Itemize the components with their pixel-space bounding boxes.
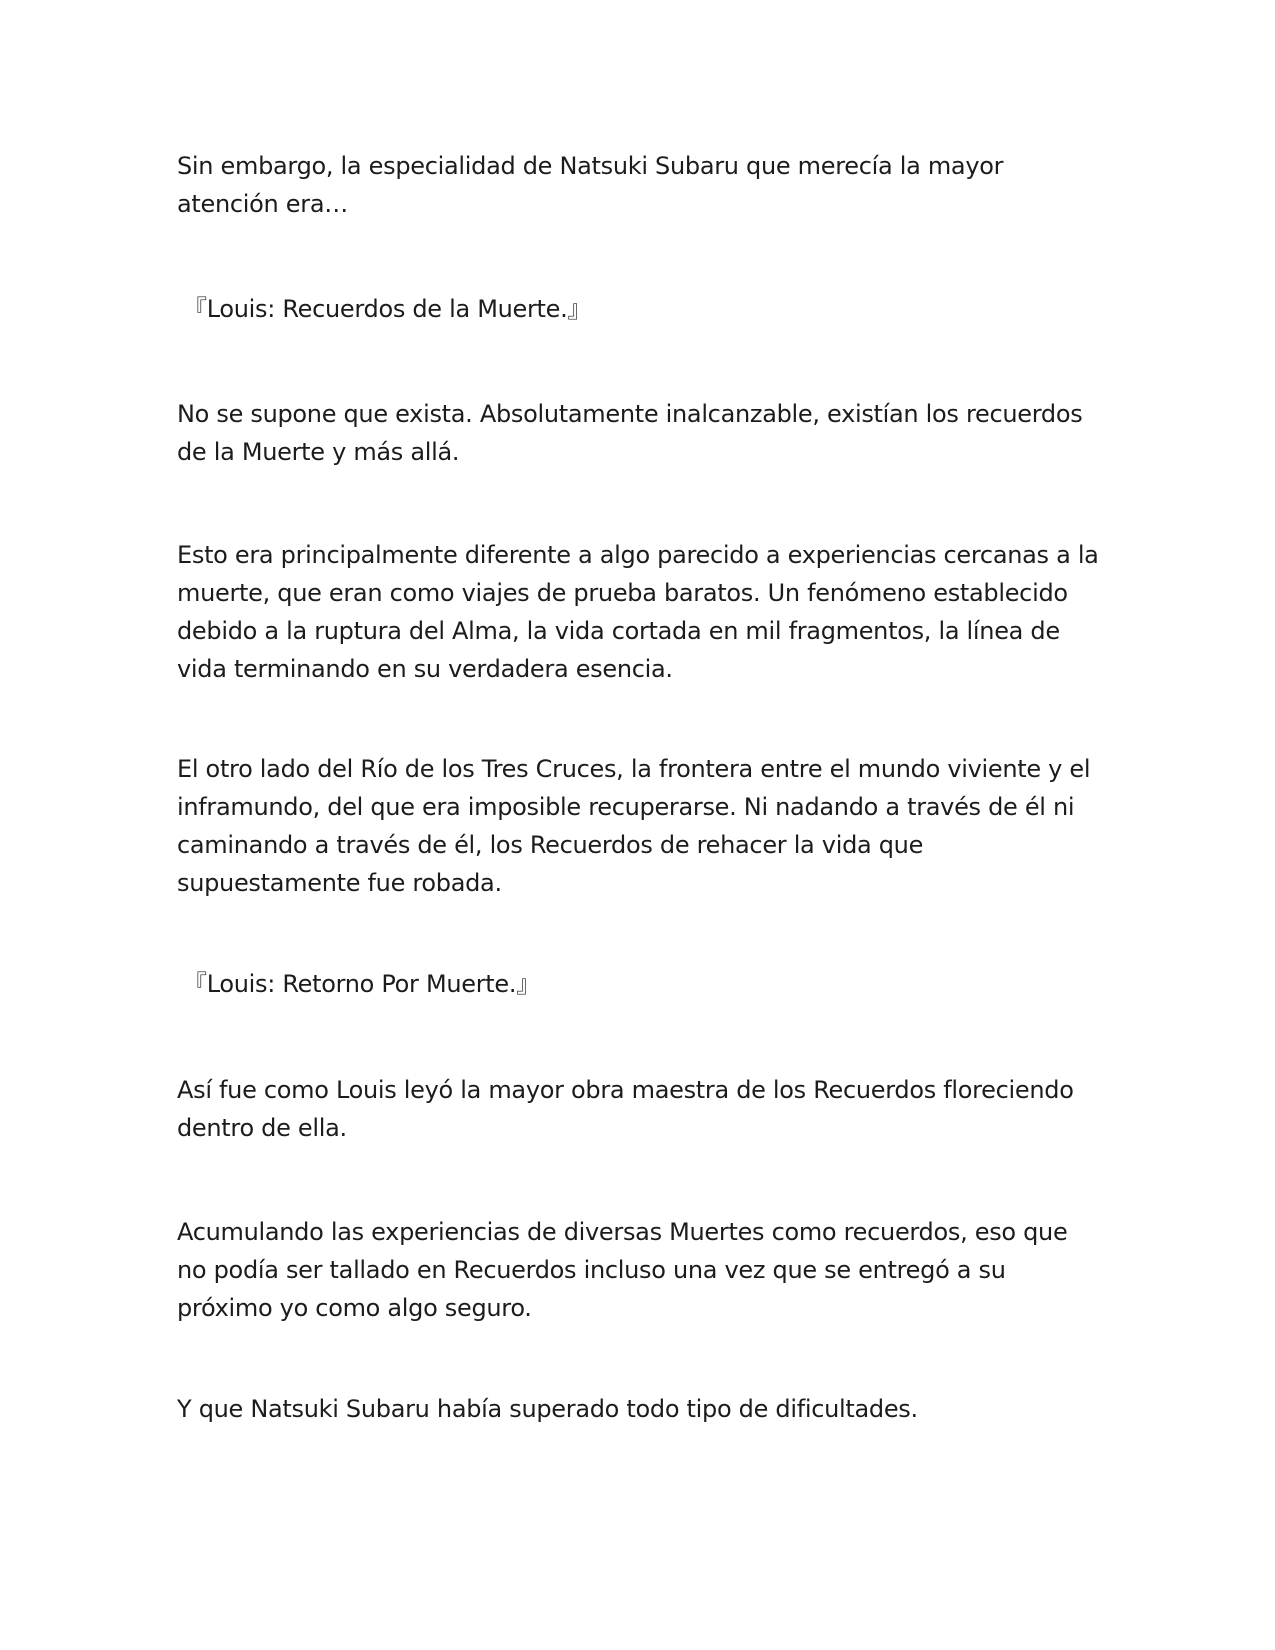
paragraph-7: [177, 1390, 1117, 1428]
text-line: muerte, que eran como viajes de prueba baratos. Un fenómeno establecido: [177, 579, 1068, 607]
text-line: Acumulando las experiencias de diversas Muertes como recuerdos, eso que: [177, 1218, 1068, 1246]
text-line: No se supone que exista. Absolutamente inalcanzable, existían los recuerdos: [177, 400, 1083, 428]
paragraph-4: [177, 750, 1117, 902]
paragraph-6: [177, 1213, 1117, 1327]
text-line: dentro de ella.: [177, 1114, 347, 1142]
text-line: de la Muerte y más allá.: [177, 438, 460, 466]
paragraph-5: [177, 1071, 1117, 1147]
text-line: Esto era principalmente diferente a algo parecido a experiencias cercanas a la: [177, 541, 1099, 569]
text-line: no podía ser tallado en Recuerdos incluso una vez que se entregó a su: [177, 1256, 1006, 1284]
text-line: supuestamente fue robada.: [177, 869, 502, 897]
paragraph-2: [177, 395, 1117, 471]
skill-title-recuerdos: 『Louis: Recuerdos de la Muerte.』: [183, 295, 592, 323]
text-line: caminando a través de él, los Recuerdos de rehacer la vida que: [177, 831, 924, 859]
paragraph-3: [177, 536, 1117, 688]
text-line: debido a la ruptura del Alma, la vida cortada en mil fragmentos, la línea de: [177, 617, 1060, 645]
text-line: atención era…: [177, 190, 348, 218]
text-line: Sin embargo, la especialidad de Natsuki Subaru que merecía la mayor: [177, 152, 1004, 180]
text-line: vida terminando en su verdadera esencia.: [177, 655, 673, 683]
text-line: El otro lado del Río de los Tres Cruces, la frontera entre el mundo viviente y el: [177, 755, 1091, 783]
text-line: inframundo, del que era imposible recuperarse. Ni nadando a través de él ni: [177, 793, 1075, 821]
text-line: próximo yo como algo seguro.: [177, 1294, 532, 1322]
text-line: Así fue como Louis leyó la mayor obra maestra de los Recuerdos floreciendo: [177, 1076, 1074, 1104]
paragraph-1: [177, 147, 1117, 223]
skill-title-retorno: 『Louis: Retorno Por Muerte.』: [183, 970, 540, 998]
text-line: Y que Natsuki Subaru había superado todo tipo de dificultades.: [177, 1395, 918, 1423]
